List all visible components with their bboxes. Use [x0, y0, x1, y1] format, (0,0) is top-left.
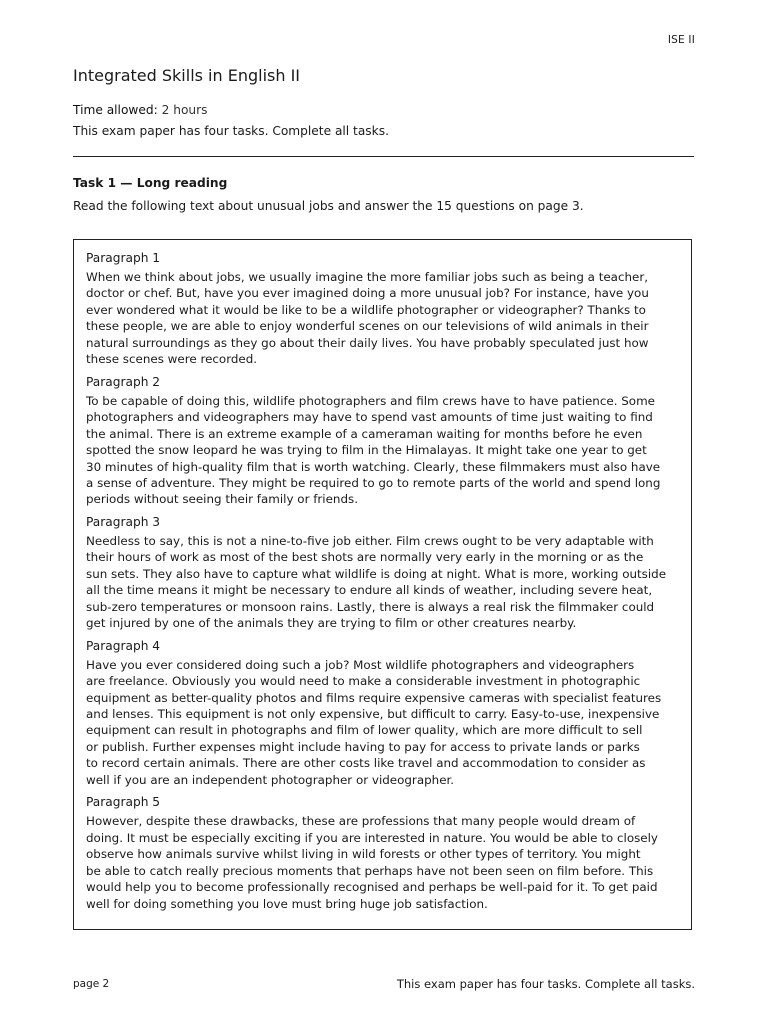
time-allowed-value: 2 hours	[161, 103, 208, 117]
divider	[73, 156, 694, 157]
time-allowed-label: Time allowed:	[73, 103, 158, 117]
footer-emphasis-four: four	[520, 977, 544, 991]
paragraph-text: However, despite these drawbacks, these are professions that many people would dream of doing. It must be especially exciting if you are interested in nature. You would be able to closely observe how animals survive whilst living in wild forests or other types of territory. You might be able to catch really precious moments that perhaps have not been seen on film before. This would help you to become professionally recognised and perhaps be well-paid for it. To get paid well for doing something you love must bring huge job satisfaction.	[86, 814, 658, 911]
paragraph-text: Needless to say, this is not a nine-to-five job either. Film crews ought to be very adaptable with their hours of work as most of the best shots are normally very early in the morning or as the sun sets. They also have to capture what wildlife is doing at night. What is more, working outside all the time means it might be necessary to endure all kinds of weather, including severe heat, sub-zero temperatures or monsoon rains. Lastly, there is always a real risk the filmmaker could get injured by one of the animals they are trying to film or other creatures nearby.	[86, 533, 667, 631]
time-allowed	[73, 103, 208, 117]
paragraph-text: When we think about jobs, we usually imagine the more familiar jobs such as being a teacher, doctor or chef. But, have you ever imagined doing a more unusual job? For instance, have you ever wondered what it would be like to be a wildlife photographer or videographer? Thanks to these people, we are able to enjoy wonderful scenes on our televisions of wild animals in their natural surroundings as they go about their daily lives. You have probably speculated just how these scenes were recorded.	[86, 270, 649, 367]
paragraph-text: Have you ever considered doing such a job? Most wildlife photographers and videographers are freelance. Obviously you would need to make a considerable investment in photographic equipment as better-quality photos and films require expensive cameras with specialist features and lenses. This equipment is not only expensive, but difficult to carry. Easy-to-use, inexpensive equipment can result in photographs and film of lower quality, which are more difficult to sell or publish. Further expenses might include having to pay for access to private lands or parks to record certain animals. There are other costs like travel and accommodation to consider as well if you are an independent photographer or videographer.	[86, 657, 662, 787]
paragraph-3	[86, 514, 681, 632]
paragraph-heading: Paragraph 3	[86, 514, 161, 529]
footer-text: This exam paper has	[396, 977, 521, 991]
paragraph-1	[86, 250, 681, 368]
exam-instruction: This exam paper has four tasks. Complete all tasks.	[73, 124, 389, 138]
reading-text-box	[73, 239, 692, 930]
exam-code: ISE II	[667, 34, 695, 46]
paragraph-heading: Paragraph 2	[86, 374, 161, 389]
paragraph-heading: Paragraph 1	[86, 251, 161, 265]
paragraph-2	[86, 374, 681, 508]
footer-text: tasks.	[657, 977, 695, 991]
paragraph-heading: Paragraph 5	[86, 795, 161, 810]
task-heading: Task 1 — Long reading	[73, 176, 228, 190]
footer-instruction	[397, 977, 695, 991]
footer-text: tasks. Complete	[543, 977, 645, 991]
paragraph-4	[86, 638, 681, 789]
page-title: Integrated Skills in English II	[73, 66, 301, 85]
paragraph-5	[86, 794, 681, 912]
page-number: page 2	[73, 978, 110, 990]
task-intro: Read the following text about unusual jobs and answer the 15 questions on page 3.	[73, 199, 584, 213]
paragraph-heading: Paragraph 4	[86, 638, 161, 653]
footer-emphasis-all: all	[644, 977, 658, 991]
paragraph-text: To be capable of doing this, wildlife photographers and film crews have to have patience. Some photographers and videographers may have to spend vast amounts of time just waiting to find the animal. There is an extreme example of a cameraman waiting for months before he even spotted the snow leopard he was trying to film in the Himalayas. It might take one year to get 30 minutes of high-quality film that is worth watching. Clearly, these filmmakers must also have a sense of adventure. They might be required to go to remote parts of the world and spend long periods without seeing their family or friends.	[86, 393, 661, 507]
